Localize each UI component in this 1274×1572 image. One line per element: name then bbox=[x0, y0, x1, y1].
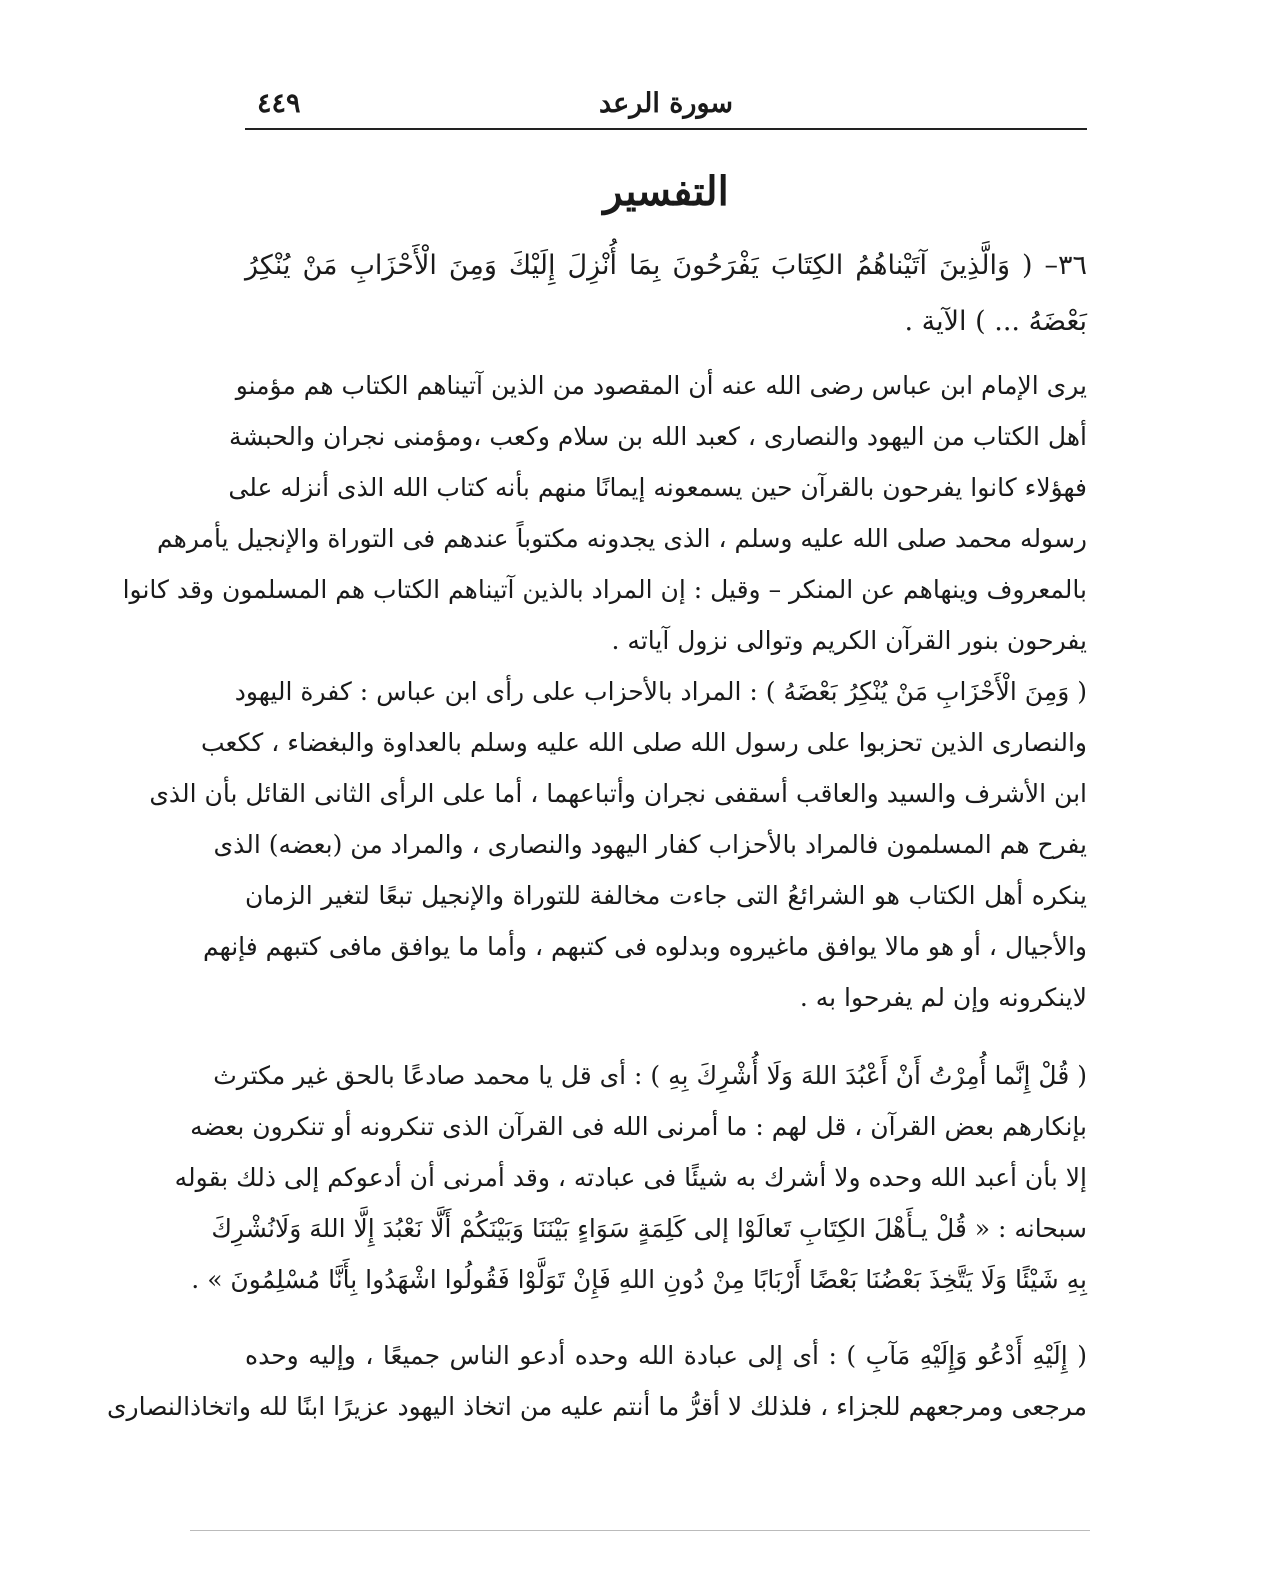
section-title: التفسير bbox=[603, 168, 729, 215]
text-line: مرجعى ومرجعهم للجزاء ، فلذلك لا أقرُّ ما أنتم عليه من اتخاذ اليهود عزيرًا ابنًا لله واتخاذالنصارى bbox=[106, 1392, 1087, 1421]
text-line: لاينكرونه وإن لم يفرحوا به . bbox=[799, 983, 1087, 1012]
verse-heading bbox=[245, 238, 1087, 350]
text-line: رسوله محمد صلى الله عليه وسلم ، الذى يجدونه مكتوباً عندهم فى التوراة والإنجيل يأمرهم bbox=[157, 524, 1087, 553]
text-line: بإنكارهم بعض القرآن ، قل لهم : ما أمرنى الله فى القرآن الذى تنكرونه أو تنكرون بعضه bbox=[190, 1112, 1087, 1141]
surah-title: سورة الرعد bbox=[598, 88, 734, 119]
paragraph-3 bbox=[174, 1050, 1087, 1305]
paragraph-1 bbox=[122, 360, 1087, 666]
text-line: ٣٦– ( وَالَّذِينَ آتَيْناهُمُ الكِتَابَ يَفْرَحُونَ بِمَا أُنْزِلَ إِلَيْكَ وَمِنَ الْأَحْزَابِ مَنْ يُنْكِرُ bbox=[245, 250, 1087, 281]
text-line: ينكره أهل الكتاب هو الشرائعُ التى جاءت مخالفة للتوراة والإنجيل تبعًا لتغير الزمان bbox=[245, 881, 1087, 910]
text-line: ( وَمِنَ الْأَحْزَابِ مَنْ يُنْكِرُ بَعْضَهُ ) : المراد بالأحزاب على رأى ابن عباس : كفرة اليهود bbox=[234, 677, 1087, 706]
text-line: ( إِلَيْهِ أَدْعُو وَإِلَيْهِ مَآبِ ) : أى إلى عبادة الله وحده أدعو الناس جميعًا ، وإليه وحده bbox=[245, 1341, 1087, 1370]
paragraph-2 bbox=[149, 666, 1087, 1023]
text-line: بالمعروف وينهاهم عن المنكر – وقيل : إن المراد بالذين آتيناهم الكتاب هم المسلمون وقد كانوا bbox=[122, 575, 1087, 604]
text-line: يرى الإمام ابن عباس رضى الله عنه أن المقصود من الذين آتيناهم الكتاب هم مؤمنو bbox=[235, 371, 1087, 400]
text-line: ابن الأشرف والسيد والعاقب أسقفى نجران وأتباعهما ، أما على الرأى الثانى القائل بأن الذى bbox=[149, 779, 1087, 808]
text-line: بِهِ شَيْئًا وَلَا يَتَّخِذَ بَعْضُنَا بَعْضًا أَرْبَابًا مِنْ دُونِ اللهِ فَإِنْ تَوَلَّوْا فَقُولُوا اشْهَدُوا بِأَنَّا مُسْلِمُونَ » . bbox=[191, 1265, 1087, 1294]
text-line: إلا بأن أعبد الله وحده ولا أشرك به شيئًا فى عبادته ، وقد أمرنى أن أدعوكم إلى ذلك بقوله bbox=[174, 1163, 1087, 1192]
scan-edge-line bbox=[190, 1530, 1090, 1531]
text-line: بَعْضَهُ ... ) الآية . bbox=[904, 306, 1087, 337]
page-number: ٤٤٩ bbox=[257, 88, 301, 119]
text-line: يفرحون بنور القرآن الكريم وتوالى نزول آياته . bbox=[611, 626, 1087, 655]
text-line: سبحانه : « قُلْ يـأَهْلَ الكِتَابِ تَعالَوْا إلى كَلِمَةٍ سَوَاءٍ بَيْنَنَا وَبَيْنَكُمْ أَلَّا نَعْبُدَ إِلَّا اللهَ وَلَانُشْرِكَ bbox=[211, 1214, 1087, 1243]
text-line: والأجيال ، أو هو مالا يوافق ماغيروه وبدلوه فى كتبهم ، وأما ما يوافق مافى كتبهم فإنهم bbox=[203, 932, 1087, 961]
page-header bbox=[245, 84, 1087, 130]
paragraph-4 bbox=[106, 1330, 1087, 1432]
text-line: والنصارى الذين تحزبوا على رسول الله صلى الله عليه وسلم بالعداوة والبغضاء ، ككعب bbox=[200, 728, 1087, 757]
text-line: ( قُلْ إِنَّما أُمِرْتُ أَنْ أَعْبُدَ اللهَ وَلَا أُشْرِكَ بِهِ ) : أى قل يا محمد صادعًا بالحق غير مكترث bbox=[213, 1061, 1087, 1090]
text-line: يفرح هم المسلمون فالمراد بالأحزاب كفار اليهود والنصارى ، والمراد من (بعضه) الذى bbox=[213, 830, 1087, 859]
text-line: فهؤلاء كانوا يفرحون بالقرآن حين يسمعونه إيمانًا منهم بأنه كتاب الله الذى أنزله على bbox=[228, 473, 1087, 502]
text-line: أهل الكتاب من اليهود والنصارى ، كعبد الله بن سلام وكعب ،ومؤمنى نجران والحبشة bbox=[229, 422, 1087, 451]
